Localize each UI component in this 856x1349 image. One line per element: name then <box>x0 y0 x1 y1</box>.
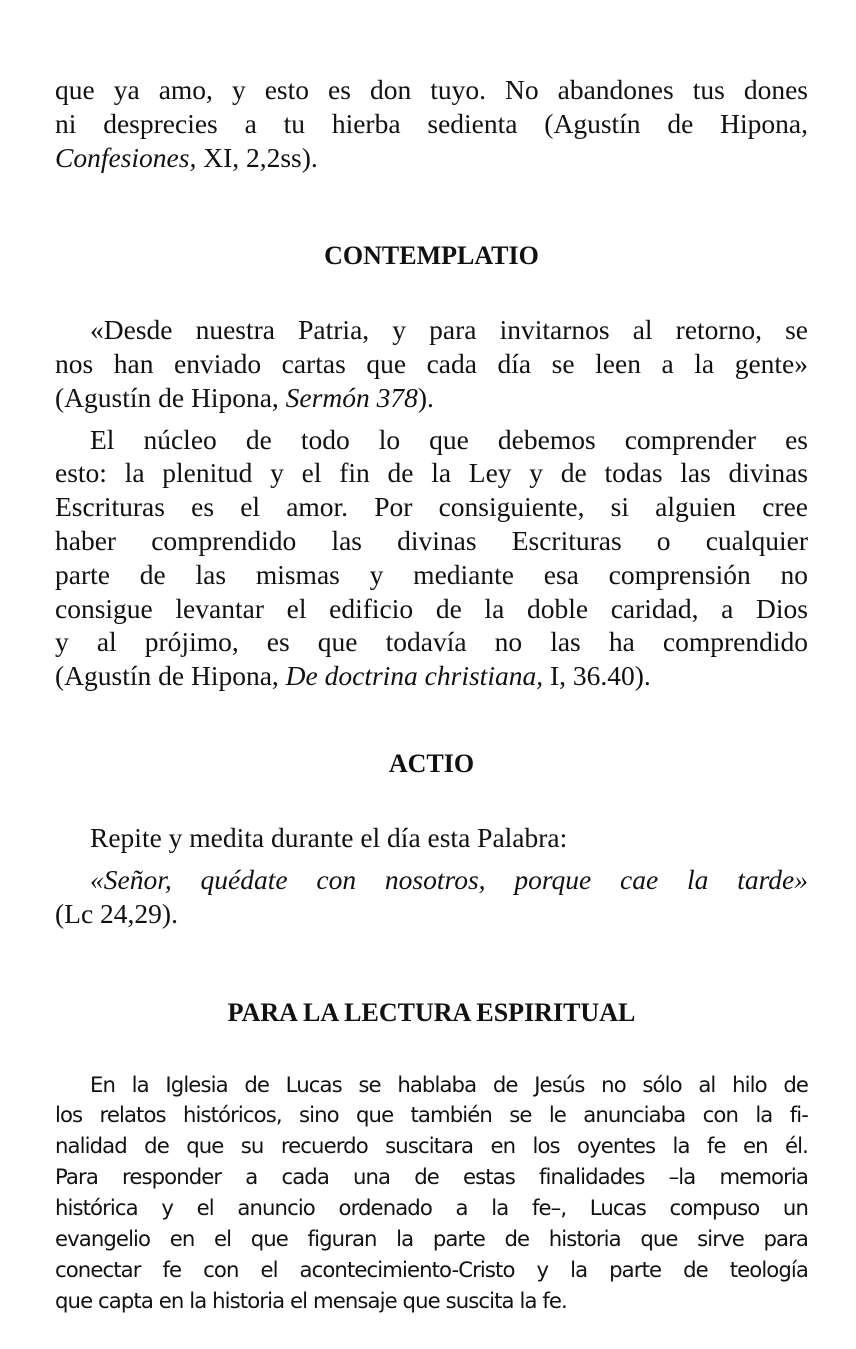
section-heading-actio: ACTIO <box>388 749 475 778</box>
text-line: El núcleo de todo lo que debemos comprender es <box>90 424 808 455</box>
text-line: que ya amo, y esto es don tuyo. No abandones tus dones <box>55 74 808 105</box>
text-line: nos han enviado cartas que cada día se leen a la gente» <box>55 348 808 379</box>
citation-prefix: (Agustín de Hipona, <box>55 660 286 691</box>
text-line <box>55 141 808 175</box>
text-line: ni desprecies a tu hierba sedienta (Agustín de Hipona, <box>55 108 808 139</box>
text-line: y al prójimo, es que todavía no las ha comprendido <box>55 626 808 657</box>
text-line: conectar fe con el acontecimiento-Cristo y la parte de teología <box>55 1257 808 1282</box>
citation-suffix: I, 36.40). <box>543 660 651 691</box>
text-line: Repite y medita durante el día esta Palabra: <box>90 822 568 853</box>
scripture-quote: «Señor, quédate con nosotros, porque cae la tarde» <box>90 864 808 895</box>
text-line: En la Iglesia de Lucas se hablaba de Jesús no sólo al hilo de <box>90 1072 808 1097</box>
text-line: histórica y el anuncio ordenado a la fe–, Lucas compuso un <box>55 1195 808 1220</box>
text-line: evangelio en el que figuran la parte de historia que sirve para <box>55 1226 808 1251</box>
text-line: «Desde nuestra Patria, y para invitarnos al retorno, se <box>90 314 808 345</box>
text-line: que capta en la historia el mensaje que suscita la fe. <box>55 1288 567 1313</box>
work-title: Sermón 378 <box>285 382 418 413</box>
citation-prefix: (Agustín de Hipona, <box>55 382 286 413</box>
text-line: Para responder a cada una de estas finalidades –la memoria <box>55 1164 808 1189</box>
section-heading-lectura: PARA LA LECTURA ESPIRITUAL <box>227 998 636 1027</box>
text-line: consigue levantar el edificio de la doble caridad, a Dios <box>55 593 808 624</box>
citation: XI, 2,2ss). <box>196 142 318 173</box>
text-line: nalidad de que su recuerdo suscitara en los oyentes la fe en él. <box>55 1133 808 1158</box>
work-title: Confesiones, <box>55 142 197 173</box>
section-heading-contemplatio: CONTEMPLATIO <box>324 241 539 270</box>
text-line <box>55 863 808 897</box>
text-line: Escrituras es el amor. Por consiguiente, si alguien cree <box>55 491 808 522</box>
work-title: De doctrina christiana, <box>285 660 544 691</box>
text-line <box>55 381 808 415</box>
text-line <box>55 659 808 693</box>
scripture-reference: (Lc 24,29). <box>55 898 178 929</box>
text-line: parte de las mismas y mediante esa comprensión no <box>55 559 808 590</box>
text-line: los relatos históricos, sino que también se le anunciaba con la fi- <box>55 1102 808 1127</box>
citation-suffix: ). <box>417 382 434 413</box>
text-line: esto: la plenitud y el fin de la Ley y de todas las divinas <box>55 457 808 488</box>
text-line: haber comprendido las divinas Escrituras o cualquier <box>55 525 808 556</box>
